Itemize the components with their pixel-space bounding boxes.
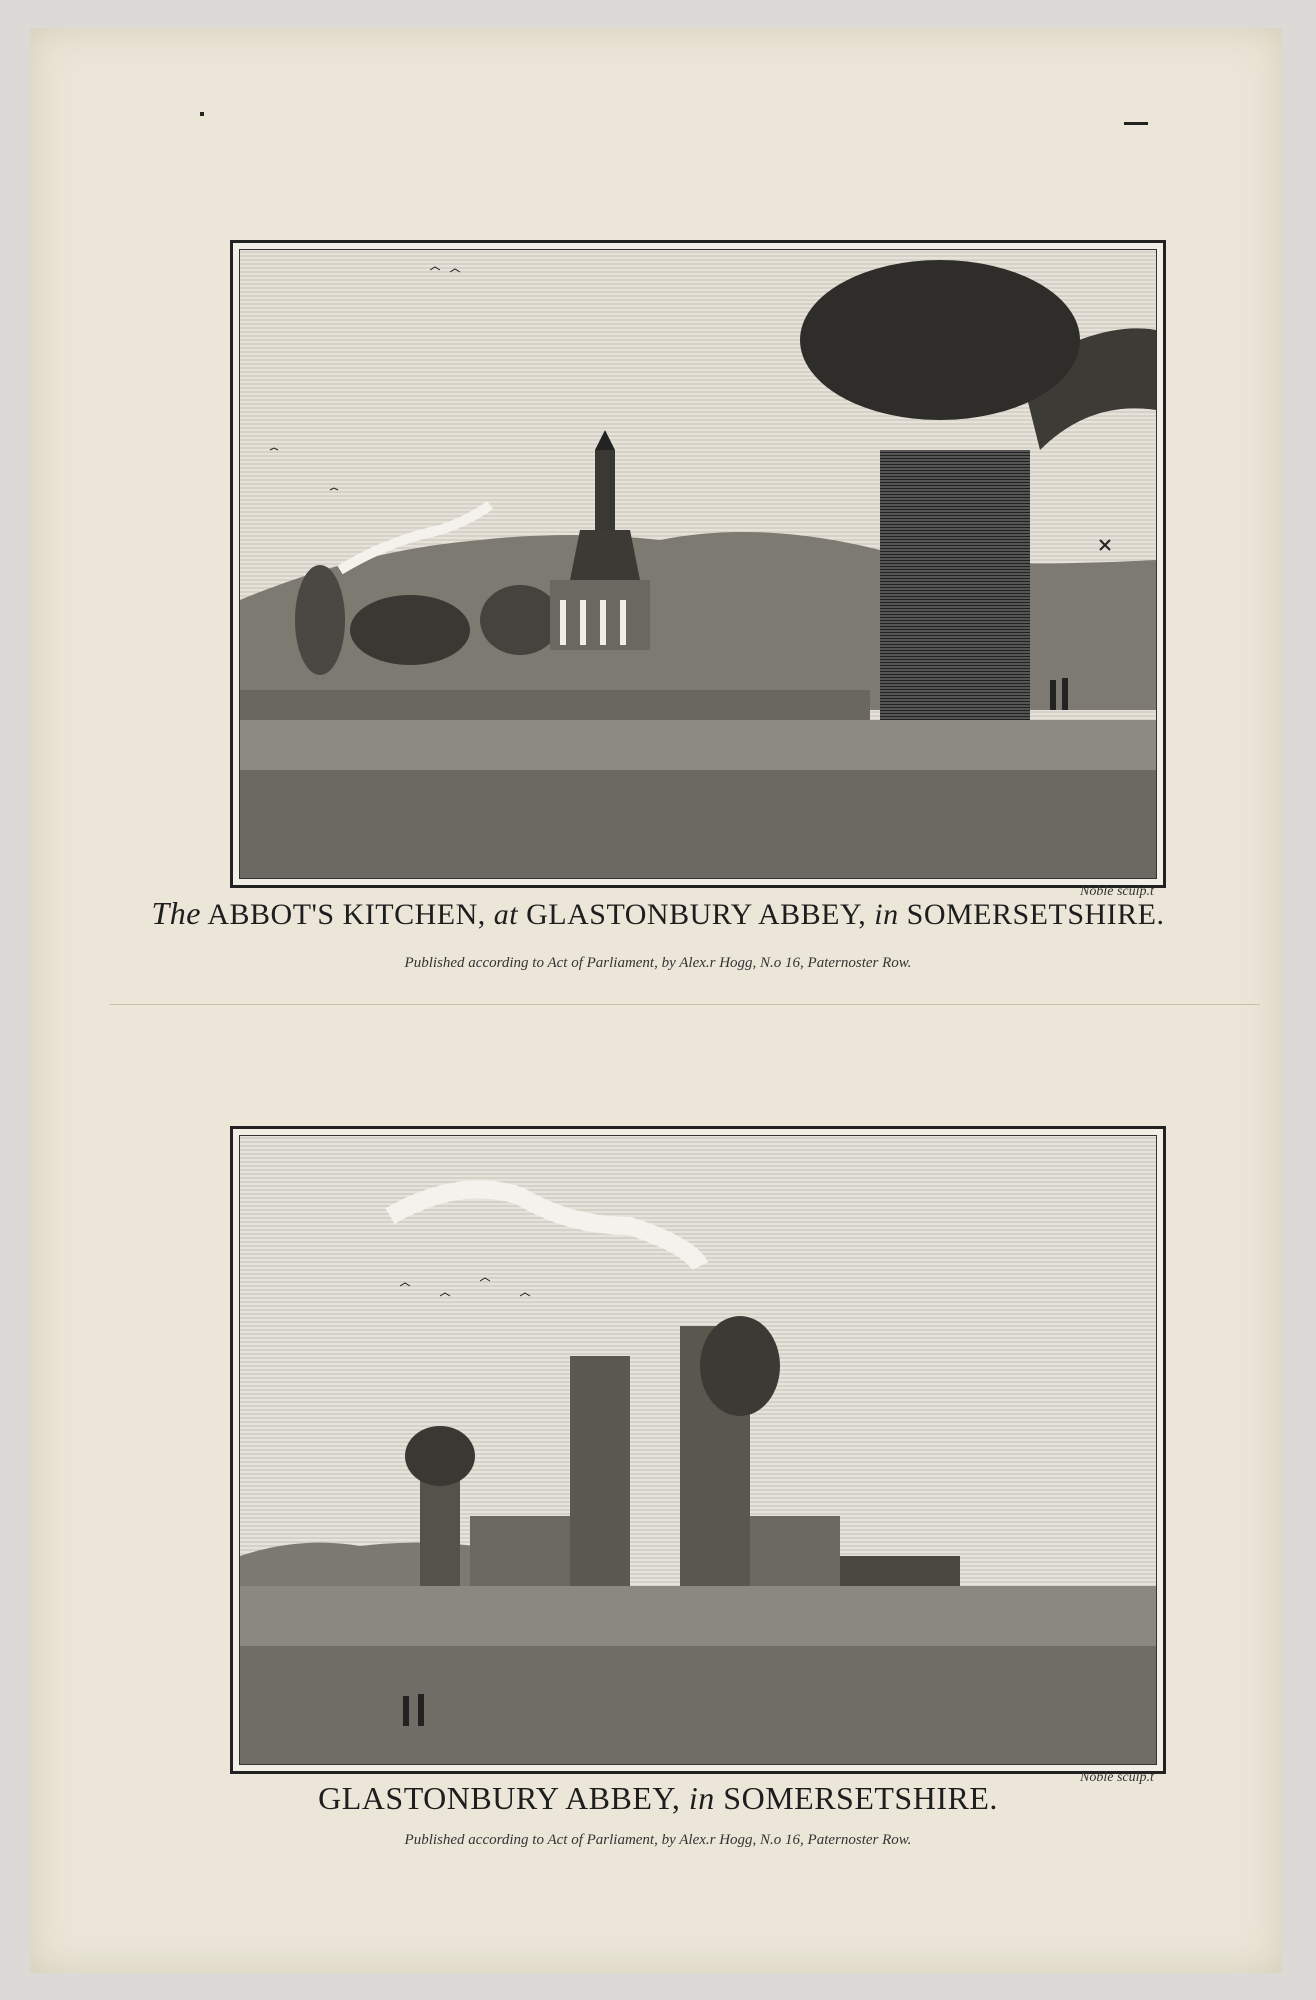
title2-in: in: [688, 1780, 715, 1816]
ink-mark-left: [200, 112, 204, 116]
title-part-2: GLASTONBURY ABBEY,: [526, 898, 867, 931]
engraving-abbots-kitchen: [239, 249, 1157, 879]
glastonbury-abbey-scene: [240, 1136, 1156, 1764]
title2-part-1: GLASTONBURY ABBEY,: [318, 1780, 681, 1816]
imprint-2: Published according to Act of Parliament, by Alex.r Hogg, N.o 16, Paternoster Row.: [404, 1832, 912, 1848]
abbots-kitchen-scene: [240, 250, 1156, 878]
plate-glastonbury-abbey: [230, 1126, 1166, 1774]
title-part-3: SOMERSETSHIRE.: [906, 898, 1165, 931]
title-part-1: ABBOT'S KITCHEN,: [207, 898, 486, 931]
imprint-1: Published according to Act of Parliament, by Alex.r Hogg, N.o 16, Paternoster Row.: [404, 955, 912, 971]
engraving-glastonbury-abbey: [239, 1135, 1157, 1765]
ink-mark-right: [1124, 122, 1148, 125]
title2-part-2: SOMERSETSHIRE.: [723, 1780, 998, 1816]
plate-title-2: [0, 1780, 1316, 1817]
plate-title-1: [0, 895, 1316, 932]
title-at: at: [493, 898, 519, 931]
engraver-signature-2: Noble sculp.t: [1080, 1770, 1154, 1785]
engraver-signature-1: Noble sculp.t: [1080, 884, 1154, 899]
plate-abbots-kitchen: [230, 240, 1166, 888]
title-in: in: [874, 898, 899, 931]
divider-line: [110, 1004, 1260, 1005]
title-prefix: The: [151, 895, 201, 931]
